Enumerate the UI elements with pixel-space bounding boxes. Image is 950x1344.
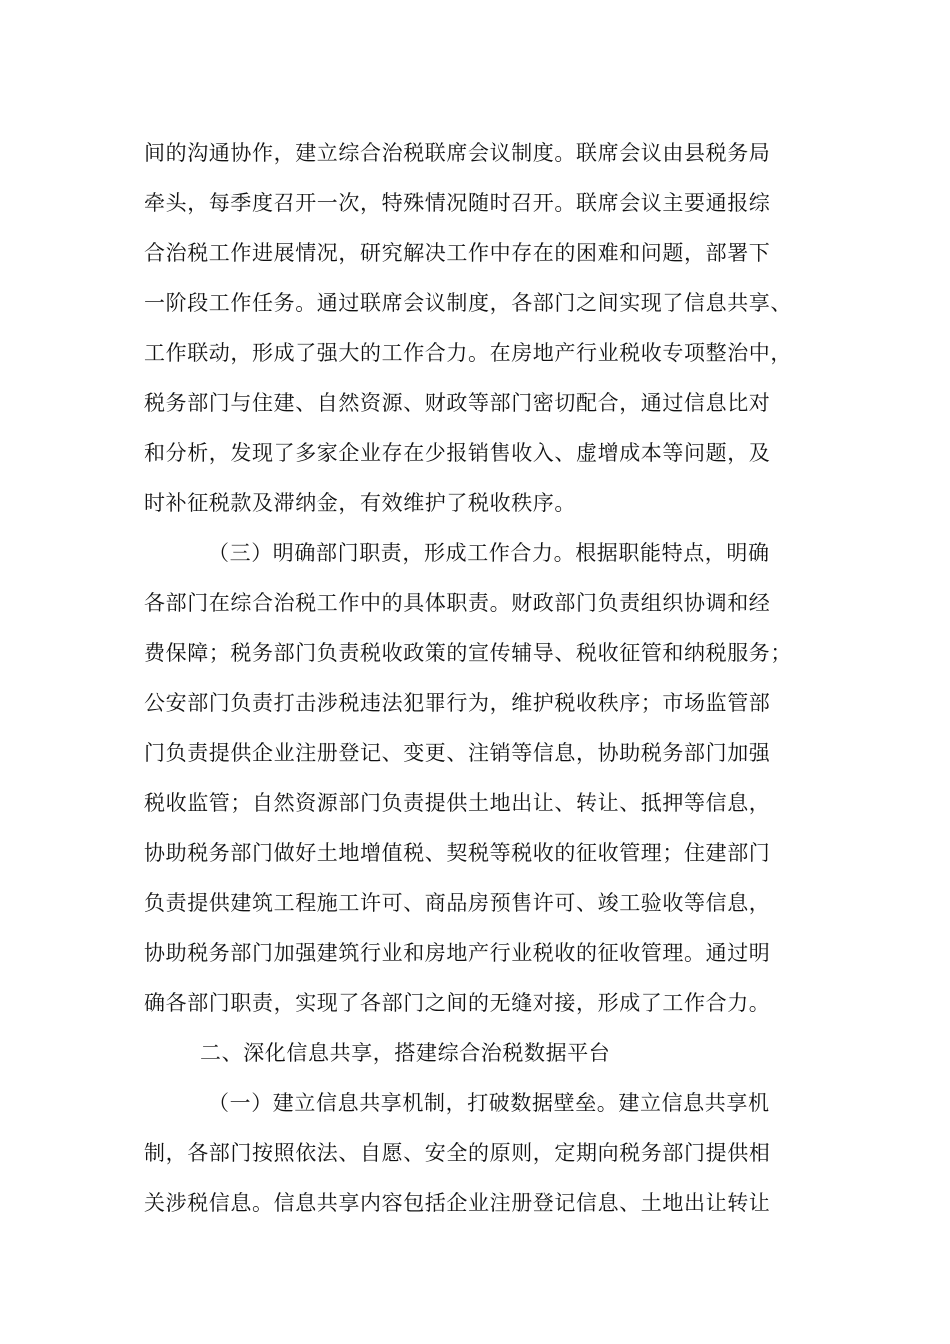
text-line: 协助税务部门加强建筑行业和房地产行业税收的征收管理。通过明 <box>144 941 771 965</box>
text-line: 关涉税信息。信息共享内容包括企业注册登记信息、土地出让转让 <box>144 1191 771 1215</box>
section-heading-2: 二、深化信息共享，搭建综合治税数据平台 <box>200 1041 611 1065</box>
text-line: 和分析，发现了多家企业存在少报销售收入、虚增成本等问题，及 <box>144 441 771 465</box>
text-line: 确各部门职责，实现了各部门之间的无缝对接，形成了工作合力。 <box>144 991 771 1015</box>
text-line: 时补征税款及滞纳金，有效维护了税收秩序。 <box>144 491 576 515</box>
text-line: 一阶段工作任务。通过联席会议制度，各部门之间实现了信息共享、 <box>144 291 792 315</box>
text-line: 税务部门与住建、自然资源、财政等部门密切配合，通过信息比对 <box>144 391 771 415</box>
text-line: 牵头，每季度召开一次，特殊情况随时召开。联席会议主要通报综 <box>144 191 771 215</box>
text-line: 间的沟通协作，建立综合治税联席会议制度。联席会议由县税务局 <box>144 141 771 165</box>
body-text <box>144 128 812 1228</box>
text-line: 费保障；税务部门负责税收政策的宣传辅导、税收征管和纳税服务； <box>144 641 792 665</box>
text-line: 公安部门负责打击涉税违法犯罪行为，维护税收秩序；市场监管部 <box>144 691 771 715</box>
text-line: 协助税务部门做好土地增值税、契税等税收的征收管理；住建部门 <box>144 841 771 865</box>
text-line: 负责提供建筑工程施工许可、商品房预售许可、竣工验收等信息， <box>144 891 771 915</box>
text-line: 各部门在综合治税工作中的具体职责。财政部门负责组织协调和经 <box>144 591 771 615</box>
text-line: 合治税工作进展情况，研究解决工作中存在的困难和问题，部署下 <box>144 241 771 265</box>
paragraph-heading-1: （一）建立信息共享机制，打破数据壁垒。建立信息共享机 <box>208 1091 770 1115</box>
text-line: 税收监管；自然资源部门负责提供土地出让、转让、抵押等信息， <box>144 791 771 815</box>
text-line: 制，各部门按照依法、自愿、安全的原则，定期向税务部门提供相 <box>144 1141 771 1165</box>
paragraph-heading-3: （三）明确部门职责，形成工作合力。根据职能特点，明确 <box>208 541 770 565</box>
text-line: 工作联动，形成了强大的工作合力。在房地产行业税收专项整治中， <box>144 341 792 365</box>
text-line: 门负责提供企业注册登记、变更、注销等信息，协助税务部门加强 <box>144 741 771 765</box>
